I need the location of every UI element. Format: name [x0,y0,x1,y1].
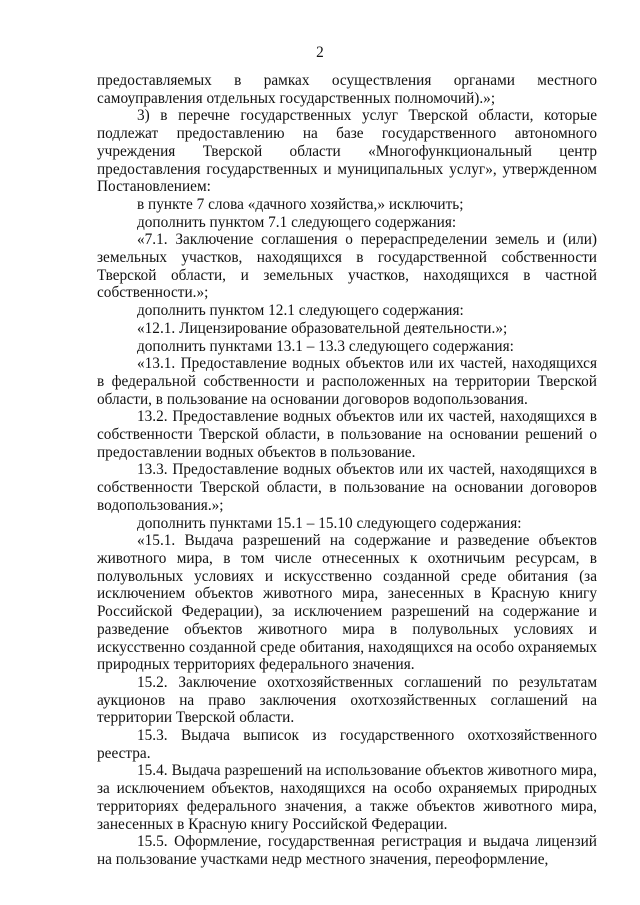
paragraph: 13.3. Предоставление водных объектов или их частей, находящихся в собственности Тверской области, в пользование на основании договоров водопользования.»; [97,461,597,514]
paragraph: дополнить пунктом 12.1 следующего содержания: [137,302,464,320]
paragraph: 15.4. Выдача разрешений на использование объектов животного мира, за исключением объектов, находящихся на особо охраняемых природных территориях федерального значения, а также объектов животного мира, занесенных в Красную книгу Российской Федерации. [97,762,597,833]
paragraph: 15.2. Заключение охотхозяйственных соглашений по результатам аукционов на право заключения охотхозяйственных соглашений на территории Тверской области. [97,673,597,727]
document-body [97,72,597,869]
paragraph: «12.1. Лицензирование образовательной деятельности.»; [137,319,508,337]
paragraph: 15.3. Выдача выписок из государственного охотхозяйственного реестра. [97,727,597,762]
paragraph: «7.1. Заключение соглашения о перераспределении земель и (или) земельных участков, находящихся в государственной собственности Тверской области, и земельных участков, находящихся в частной собственности.»; [97,231,597,302]
paragraph: в пункте 7 слова «дачного хозяйства,» исключить; [137,195,464,213]
paragraph: 15.5. Оформление, государственная регистрация и выдача лицензий на пользование участками недр местного значения, переоформление, [97,833,597,868]
page-number: 2 [316,44,324,61]
paragraph: дополнить пунктом 7.1 следующего содержания: [137,213,457,231]
paragraph: дополнить пунктами 15.1 – 15.10 следующего содержания: [137,514,522,532]
paragraph: «15.1. Выдача разрешений на содержание и разведение объектов животного мира, в том числе отнесенных к охотничьим ресурсам, в полувольных условиях и искусственно созданной среде обитания (за исключением объектов животного мира, занесенных в Красную книгу Российской Федерации), за исключением разрешений на содержание и разведение объектов животного мира в полувольных условиях и искусственно созданной среде обитания, находящихся на особо охраняемых природных территориях федерального значения. [97,532,597,674]
paragraph: предоставляемых в рамках осуществления органами местного самоуправления отдельных государственных полномочий).»; [97,72,597,107]
paragraph: 3) в перечне государственных услуг Тверской области, которые подлежат предоставлению на базе государственного автономного учреждения Тверской области «Многофункциональный центр предоставления государственных и муниципальных услуг», утвержденном Постановлением: [97,107,597,196]
paragraph: 13.2. Предоставление водных объектов или их частей, находящихся в собственности Тверской области, в пользование на основании решений о предоставлении водных объектов в пользование. [97,408,597,461]
paragraph: дополнить пунктами 13.1 – 13.3 следующего содержания: [137,337,514,355]
paragraph: «13.1. Предоставление водных объектов или их частей, находящихся в федеральной собственности и расположенных на территории Тверской области, в пользование на основании договоров водопользования. [97,355,597,408]
